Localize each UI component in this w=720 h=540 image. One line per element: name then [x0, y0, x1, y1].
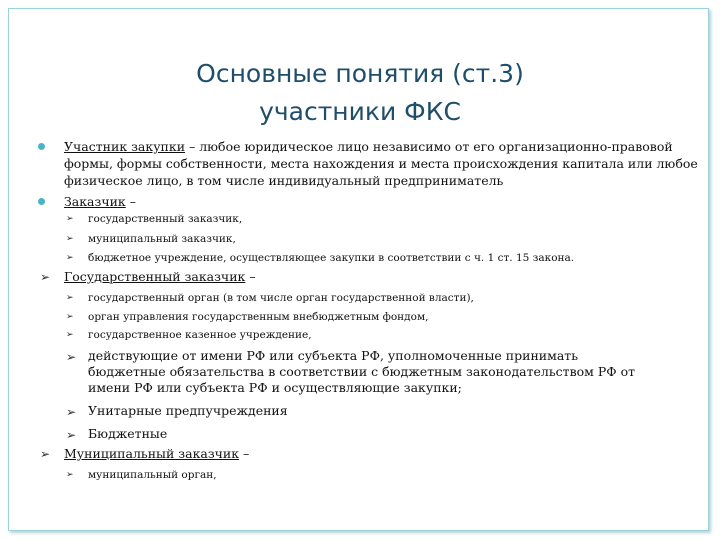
participant-def-3: физическое лицо, в том числе индивидуальный предприниматель	[64, 173, 504, 188]
participant-line-1	[64, 138, 673, 155]
acting-line-3: имени РФ или субъекта РФ и осуществляющие закупки;	[88, 380, 462, 395]
arrow-bullet-icon: ➢	[66, 214, 74, 224]
arrow-bullet-icon: ➢	[66, 470, 74, 480]
acting-line-2: бюджетные обязательства в соответствии с бюджетным законодательством РФ от	[88, 364, 636, 379]
participant-def-2: формы, формы собственности, места нахождения и места происхождения капитала или любое	[64, 156, 698, 171]
state-customer-sub-item: орган управления государственным внебюджетным фондом,	[88, 311, 429, 323]
arrow-bullet-icon: ➢	[66, 350, 77, 364]
customer-line	[64, 193, 136, 210]
customer-sub-item: бюджетное учреждение, осуществляющее закупки в соответствии с ч. 1 ст. 15 закона.	[88, 252, 575, 264]
municipal-sub-item: муниципальный орган,	[88, 469, 217, 481]
arrow-bullet-icon: ➢	[66, 293, 74, 303]
state-customer-term: Государственный заказчик	[64, 269, 246, 284]
slide-title	[0, 55, 720, 131]
bullet-dot-icon	[38, 143, 45, 150]
state-customer-dash: –	[245, 269, 256, 284]
arrow-bullet-icon: ➢	[66, 405, 77, 419]
arrow-bullet-icon: ➢	[66, 330, 74, 340]
participant-def-1: – любое юридическое лицо независимо от его организационно-правовой	[185, 139, 673, 154]
arrow-bullet-icon: ➢	[66, 253, 74, 263]
bullet-dot-icon	[38, 198, 45, 205]
arrow-bullet-icon: ➢	[40, 447, 51, 461]
unitary-item: Унитарные предпучреждения	[88, 403, 288, 418]
customer-term: Заказчик	[64, 194, 126, 209]
state-customer-sub-item: государственное казенное учреждение,	[88, 329, 312, 341]
municipal-customer-term: Муниципальный заказчик	[64, 446, 240, 461]
state-customer-line	[64, 268, 256, 285]
customer-sub-item: муниципальный заказчик,	[88, 233, 236, 245]
customer-dash: –	[125, 194, 136, 209]
arrow-bullet-icon: ➢	[66, 428, 77, 442]
title-line-2: участники ФКС	[259, 97, 461, 126]
municipal-customer-line	[64, 445, 249, 462]
participant-term: Участник закупки	[64, 139, 186, 154]
arrow-bullet-icon: ➢	[66, 312, 74, 322]
state-customer-sub-item: государственный орган (в том числе орган государственной власти),	[88, 292, 474, 304]
arrow-bullet-icon: ➢	[66, 234, 74, 244]
customer-sub-item: государственный заказчик,	[88, 213, 243, 225]
arrow-bullet-icon: ➢	[40, 270, 51, 284]
municipal-customer-dash: –	[239, 446, 250, 461]
acting-line-1: действующие от имени РФ или субъекта РФ, уполномоченные принимать	[88, 348, 579, 363]
title-line-1: Основные понятия (ст.3)	[196, 59, 524, 88]
budget-item: Бюджетные	[88, 426, 168, 441]
